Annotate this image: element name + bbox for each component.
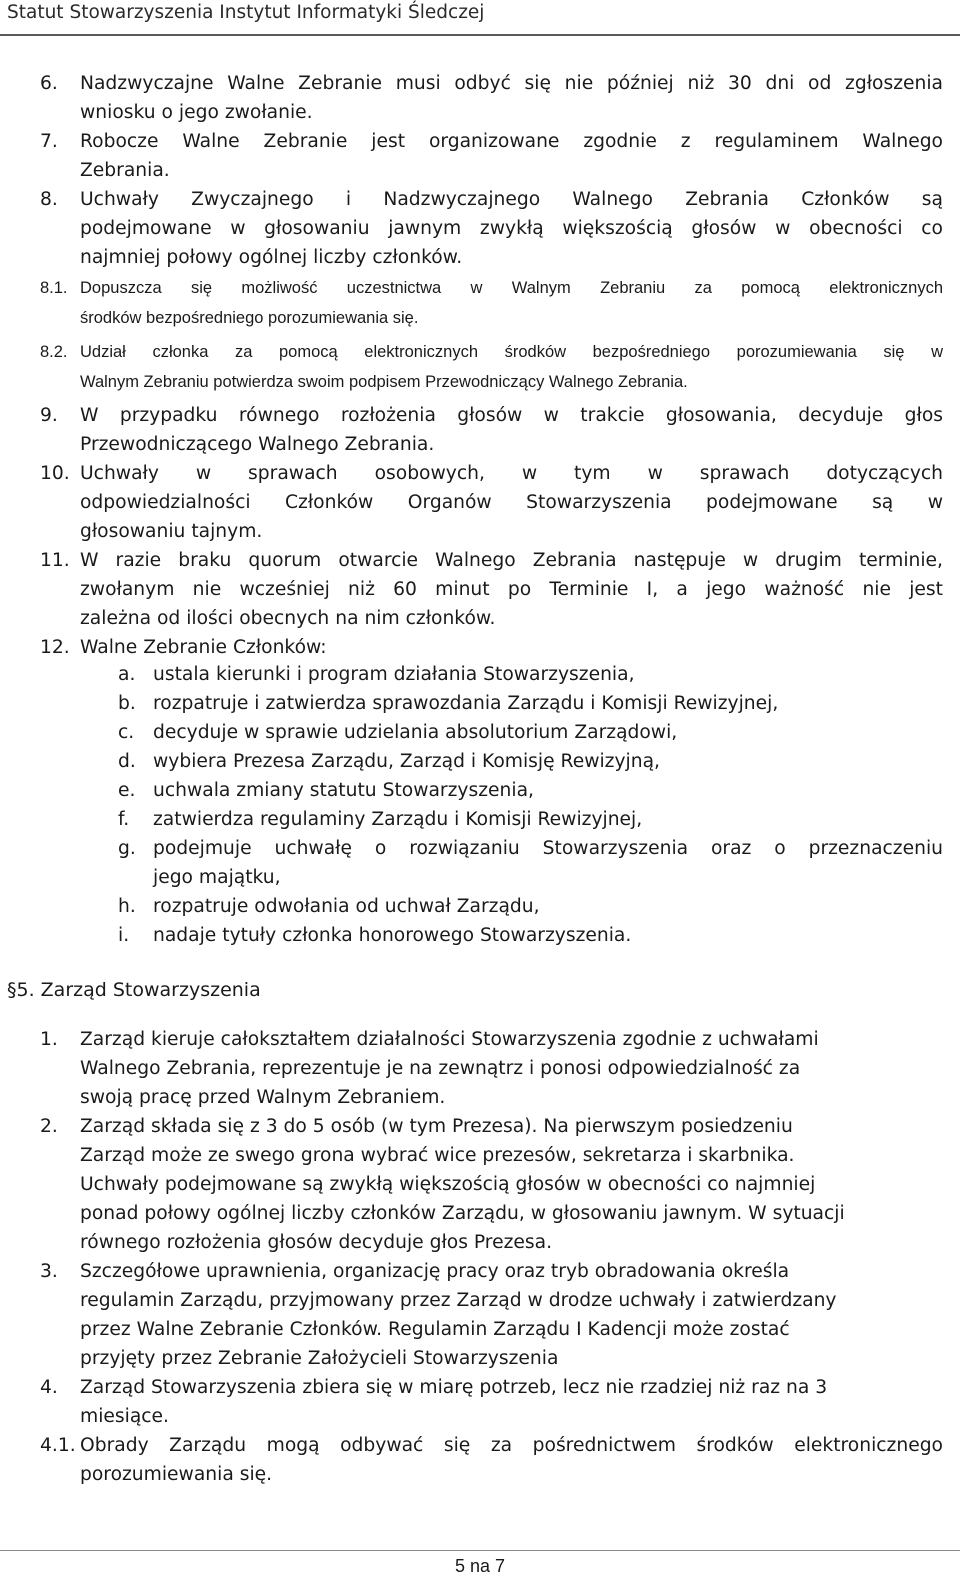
item-text-line: Zarząd składa się z 3 do 5 osób (w tym Prezesa). Na pierwszym posiedzeniu <box>80 1116 793 1137</box>
item-text-line: Obrady Zarządu mogą odbywać się za pośrednictwem środków elektronicznego <box>80 1435 943 1456</box>
item-text-line: nadaje tytuły członka honorowego Stowarzyszenia. <box>153 925 632 946</box>
item-number: 4. <box>40 1377 58 1398</box>
item-text-line: podejmowane w głosowaniu jawnym zwykłą większością głosów w obecności co <box>80 218 943 239</box>
item-number: 7. <box>40 131 58 152</box>
item-number: 3. <box>40 1261 58 1282</box>
item-text-line: Nadzwyczajne Walne Zebranie musi odbyć się nie później niż 30 dni od zgłoszenia <box>80 73 943 94</box>
footer-divider <box>0 1550 960 1551</box>
item-number: 4.1. <box>40 1435 76 1456</box>
item-text-line: rozpatruje odwołania od uchwał Zarządu, <box>153 896 540 917</box>
section-heading: §5. Zarząd Stowarzyszenia <box>7 979 261 1001</box>
item-text-line: przyjęty przez Zebranie Założycieli Stowarzyszenia <box>80 1348 559 1369</box>
header-divider <box>0 34 960 36</box>
item-text-line: zależna od ilości obecnych na nim członków. <box>80 608 496 629</box>
item-text-line: zatwierdza regulaminy Zarządu i Komisji Rewizyjnej, <box>153 809 643 830</box>
item-number: 11. <box>40 550 70 571</box>
document-title: Statut Stowarzyszenia Instytut Informatyki Śledczej <box>7 2 485 23</box>
item-text-line: odpowiedzialności Członków Organów Stowarzyszenia podejmowane są w <box>80 492 943 513</box>
item-text-line: Uchwały podejmowane są zwykłą większością głosów w obecności co najmniej <box>80 1174 816 1195</box>
item-number: 9. <box>40 405 58 426</box>
item-number: f. <box>118 809 130 830</box>
item-text-line: głosowaniu tajnym. <box>80 521 263 542</box>
item-text-line: środków bezpośredniego porozumiewania się. <box>80 309 419 327</box>
item-number: e. <box>118 780 136 801</box>
item-text-line: rozpatruje i zatwierdza sprawozdania Zarządu i Komisji Rewizyjnej, <box>153 693 779 714</box>
item-number: i. <box>118 925 130 946</box>
item-text-line: podejmuje uchwałę o rozwiązaniu Stowarzyszenia oraz o przeznaczeniu <box>153 838 943 859</box>
item-text-line: zwołanym nie wcześniej niż 60 minut po Terminie I, a jego ważność nie jest <box>80 579 943 600</box>
item-text-line: Zebrania. <box>80 160 170 181</box>
item-number: 1. <box>40 1029 58 1050</box>
item-text-line: Przewodniczącego Walnego Zebrania. <box>80 434 435 455</box>
page-number: 5 na 7 <box>454 1556 506 1576</box>
item-text-line: Uchwały Zwyczajnego i Nadzwyczajnego Walnego Zebrania Członków są <box>80 189 943 210</box>
page-header <box>0 0 960 36</box>
item-text-line: najmniej połowy ogólnej liczby członków. <box>80 247 463 268</box>
item-number: 8. <box>40 189 58 210</box>
item-text-line: jego majątku, <box>153 867 281 888</box>
item-number: d. <box>118 751 136 772</box>
item-text-line: równego rozłożenia głosów decyduje głos Prezesa. <box>80 1232 553 1253</box>
item-number: 12. <box>40 637 70 658</box>
item-text-line: W przypadku równego rozłożenia głosów w trakcie głosowania, decyduje głos <box>80 405 943 426</box>
item-text-line: decyduje w sprawie udzielania absolutorium Zarządowi, <box>153 722 678 743</box>
item-text-line: Zarząd kieruje całokształtem działalności Stowarzyszenia zgodnie z uchwałami <box>80 1029 819 1050</box>
item-text-line: ponad połowy ogólnej liczby członków Zarządu, w głosowaniu jawnym. W sytuacji <box>80 1203 845 1224</box>
item-text-line: swoją pracę przed Walnym Zebraniem. <box>80 1087 446 1108</box>
item-text-line: Szczegółowe uprawnienia, organizację pracy oraz tryb obradowania określa <box>80 1261 790 1282</box>
item-number: a. <box>118 664 136 685</box>
item-text-line: regulamin Zarządu, przyjmowany przez Zarząd w drodze uchwały i zatwierdzany <box>80 1290 837 1311</box>
item-number: c. <box>118 722 135 743</box>
item-text-line: przez Walne Zebranie Członków. Regulamin Zarządu I Kadencji może zostać <box>80 1319 790 1340</box>
item-number: 6. <box>40 73 58 94</box>
item-number: g. <box>118 838 136 859</box>
item-text-line: Walne Zebranie Członków: <box>80 637 327 658</box>
item-text-line: W razie braku quorum otwarcie Walnego Zebrania następuje w drugim terminie, <box>80 550 943 571</box>
item-text-line: Udział członka za pomocą elektronicznych środków bezpośredniego porozumiewania się w <box>80 343 943 361</box>
item-number: h. <box>118 896 136 917</box>
item-text-line: ustala kierunki i program działania Stowarzyszenia, <box>153 664 635 685</box>
item-text-line: Zarząd może ze swego grona wybrać wice prezesów, sekretarza i skarbnika. <box>80 1145 795 1166</box>
item-text-line: Walnego Zebrania, reprezentuje je na zewnątrz i ponosi odpowiedzialność za <box>80 1058 801 1079</box>
item-text-line: wybiera Prezesa Zarządu, Zarząd i Komisję Rewizyjną, <box>153 751 660 772</box>
item-text-line: Dopuszcza się możliwość uczestnictwa w Walnym Zebraniu za pomocą elektronicznych <box>80 279 943 297</box>
item-text-line: Zarząd Stowarzyszenia zbiera się w miarę potrzeb, lecz nie rzadziej niż raz na 3 <box>80 1377 828 1398</box>
item-text-line: miesiące. <box>80 1406 169 1427</box>
item-text-line: Walnym Zebraniu potwierdza swoim podpisem Przewodniczący Walnego Zebrania. <box>80 373 688 391</box>
item-number: 2. <box>40 1116 58 1137</box>
item-number: 8.2. <box>40 343 68 361</box>
item-number: 8.1. <box>40 279 68 297</box>
item-text-line: Uchwały w sprawach osobowych, w tym w sprawach dotyczących <box>80 463 943 484</box>
item-text-line: wniosku o jego zwołanie. <box>80 102 313 123</box>
item-number: 10. <box>40 463 70 484</box>
item-text-line: uchwala zmiany statutu Stowarzyszenia, <box>153 780 534 801</box>
item-number: b. <box>118 693 136 714</box>
item-text-line: porozumiewania się. <box>80 1464 273 1485</box>
item-text-line: Robocze Walne Zebranie jest organizowane zgodnie z regulaminem Walnego <box>80 131 943 152</box>
